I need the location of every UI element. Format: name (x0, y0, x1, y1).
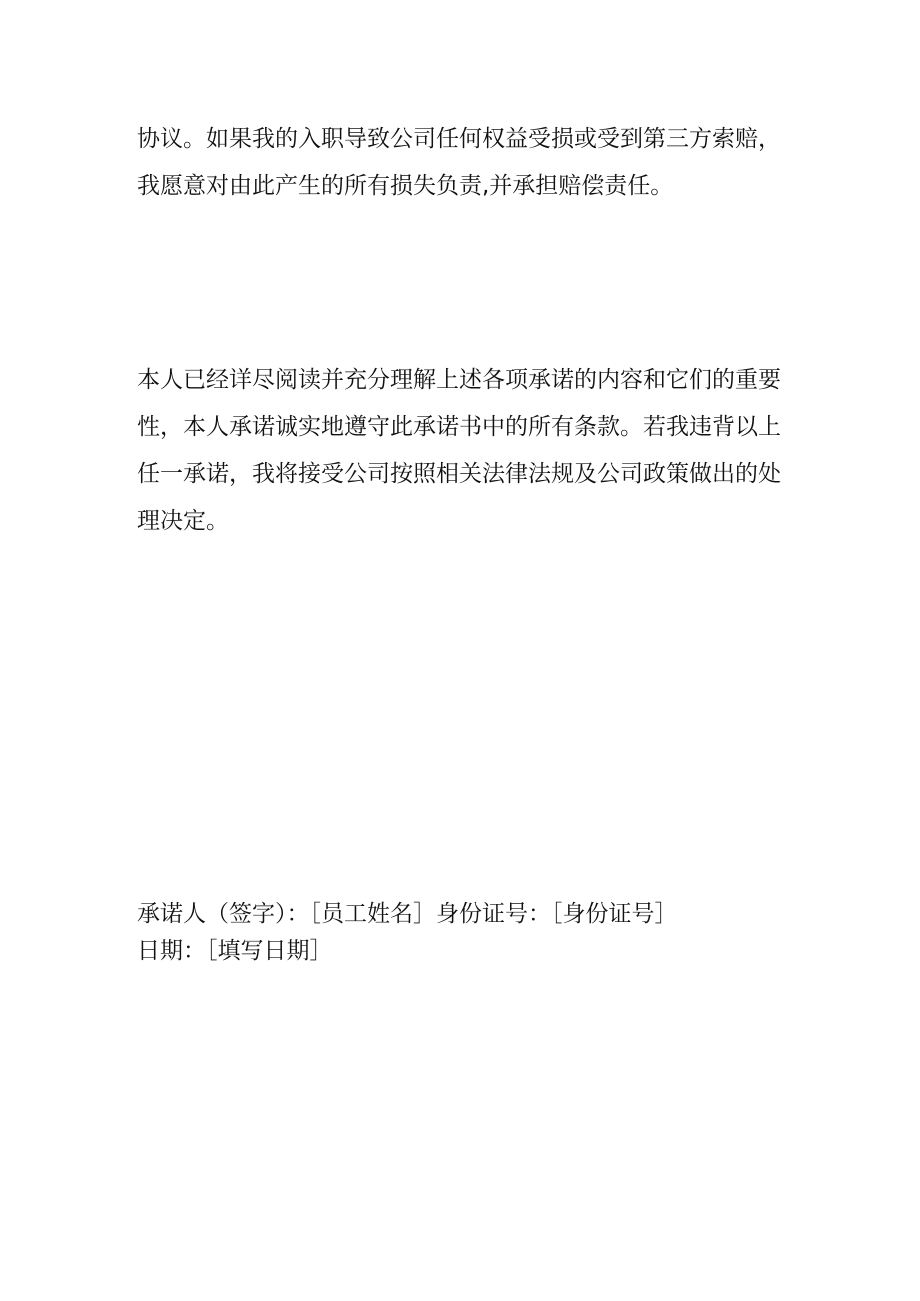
signature-block (137, 896, 797, 970)
paragraph-line: 理决定。 (137, 508, 229, 534)
paragraph-line: 任一承诺，我将接受公司按照相关法律法规及公司政策做出的处 (137, 461, 781, 487)
paragraph-line: 我愿意对由此产生的所有损失负责,并承担赔偿责任。 (137, 173, 674, 199)
paragraph-line: 本人已经详尽阅读并充分理解上述各项承诺的内容和它们的重要 (137, 367, 781, 393)
paragraph-line: 协议。如果我的入职导致公司任何权益受损或受到第三方索赔， (137, 126, 781, 152)
liability-paragraph (137, 116, 797, 210)
paragraph-line: 性，本人承诺诚实地遵守此承诺书中的所有条款。若我违背以上 (137, 414, 781, 440)
date-line: 日期：［填写日期］ (137, 938, 333, 964)
acknowledgement-paragraph (137, 357, 797, 545)
signer-line: 承诺人（签字）：［员工姓名］身份证号：［身份证号］ (137, 901, 678, 927)
